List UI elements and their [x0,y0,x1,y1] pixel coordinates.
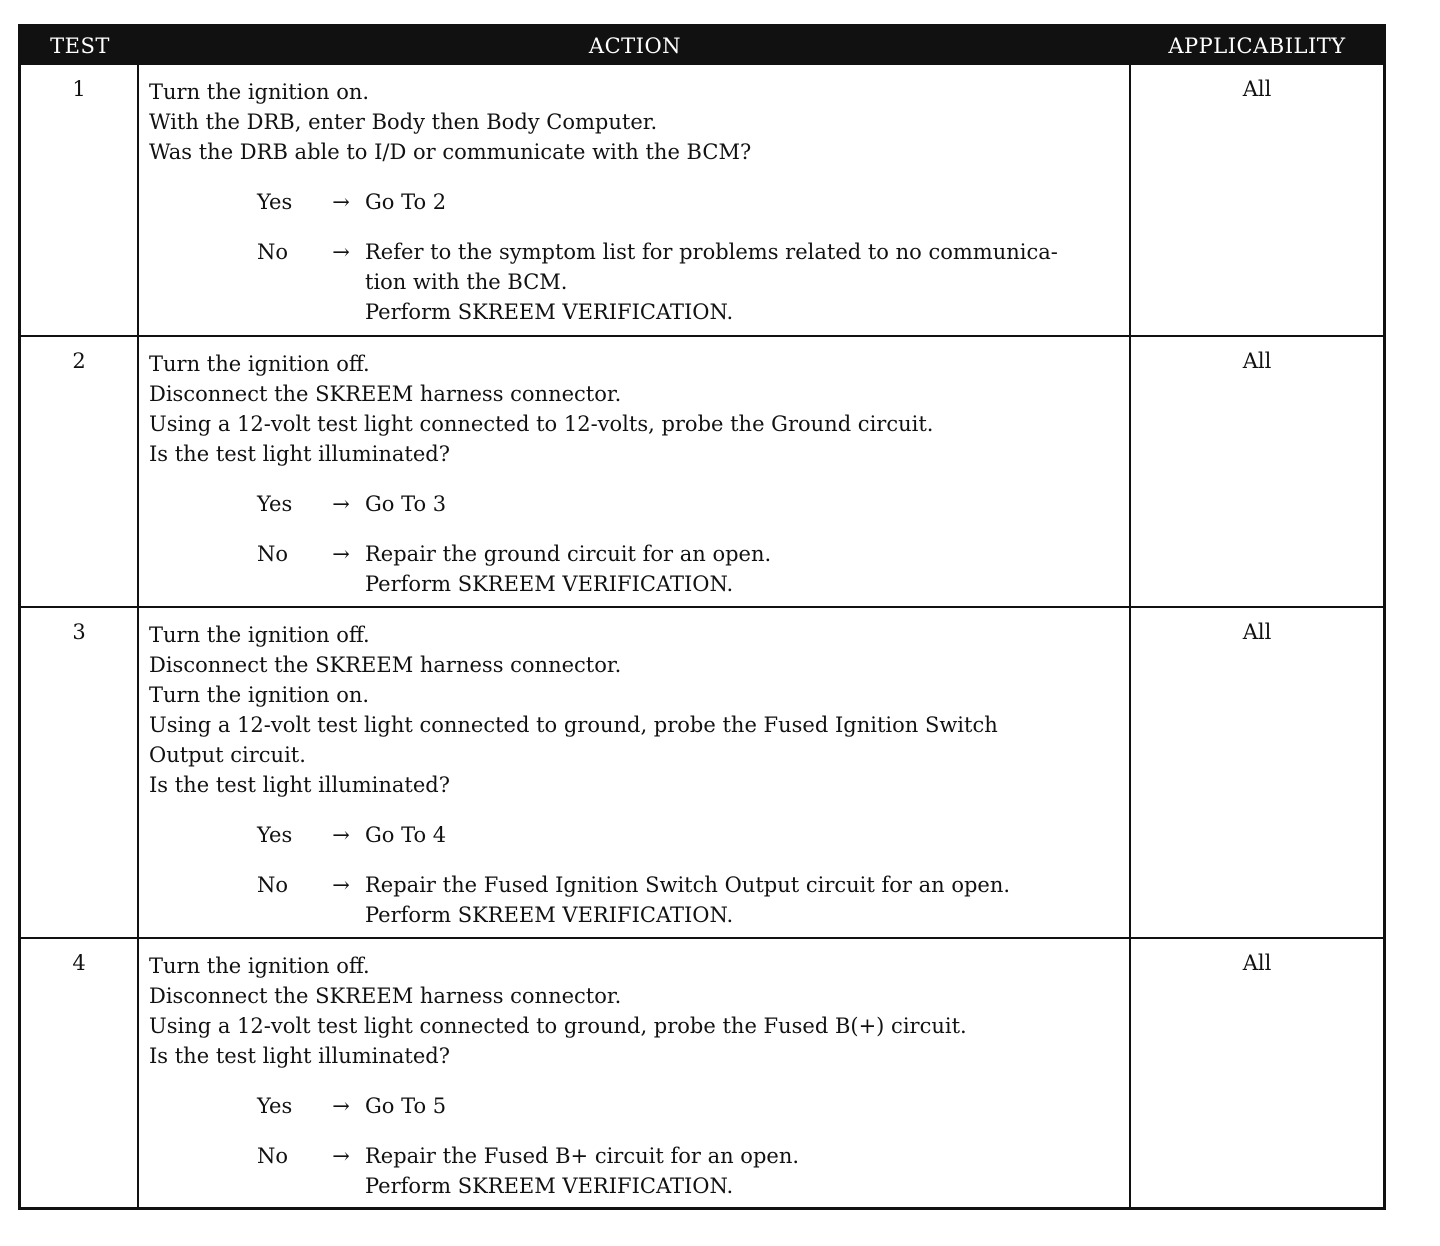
header-test: TEST [50,34,110,58]
action-cell [139,939,1131,1207]
yes-result-line: Go To 2 [365,190,447,214]
yes-result-line: Go To 4 [365,823,447,847]
arrow-right-icon: → [332,823,350,847]
action-step: Using a 12-volt test light connected to ground, probe the Fused B(+) circuit. [149,1014,967,1038]
no-result-line: Repair the Fused Ignition Switch Output circuit for an open. [365,873,1011,897]
yes-result [365,489,1121,519]
yes-branch [257,1091,1121,1121]
action-cell [139,608,1131,937]
no-label: No [257,240,289,264]
action-step: Is the test light illuminated? [149,442,451,466]
arrow-right-icon: → [332,542,350,566]
no-result-line: Perform SKREEM VERIFICATION. [365,300,734,324]
action-step: Disconnect the SKREEM harness connector. [149,653,622,677]
yes-result [365,820,1121,850]
arrow-right-icon: → [332,240,350,264]
no-label: No [257,1144,289,1168]
yes-label: Yes [257,190,293,214]
no-result [365,1141,1121,1201]
applicability-value: All [1242,951,1272,975]
action-step: Disconnect the SKREEM harness connector. [149,382,622,406]
yes-result-line: Go To 3 [365,492,447,516]
action-steps [149,620,1121,800]
action-step: Turn the ignition on. [149,683,370,707]
arrow-right-icon: → [332,190,350,214]
no-branch [257,1141,1121,1201]
no-result [365,237,1121,327]
yes-label: Yes [257,1094,293,1118]
action-steps [149,77,1121,167]
arrow-right-icon: → [332,873,350,897]
header-applicability: APPLICABILITY [1168,34,1346,58]
table-header [21,27,1383,65]
header-action: ACTION [588,34,682,58]
yes-branch [257,820,1121,850]
no-result-line: tion with the BCM. [365,270,568,294]
action-step: With the DRB, enter Body then Body Computer. [149,110,658,134]
no-result-line: Refer to the symptom list for problems related to no communica- [365,240,1058,264]
test-number: 2 [21,337,139,606]
no-branch [257,870,1121,930]
action-step: Output circuit. [149,743,306,767]
applicability-value: All [1242,349,1272,373]
action-step: Using a 12-volt test light connected to ground, probe the Fused Ignition Switch [149,713,998,737]
action-step: Turn the ignition off. [149,352,370,376]
yes-result [365,1091,1121,1121]
action-steps [149,349,1121,469]
table-row [21,65,1383,335]
action-step: Turn the ignition off. [149,954,370,978]
action-step: Using a 12-volt test light connected to 12-volts, probe the Ground circuit. [149,412,934,436]
yes-branch [257,187,1121,217]
arrow-right-icon: → [332,1094,350,1118]
no-result [365,870,1121,930]
no-result-line: Repair the ground circuit for an open. [365,542,772,566]
no-label: No [257,873,289,897]
applicability-value: All [1242,620,1272,644]
arrow-right-icon: → [332,1144,350,1168]
yes-label: Yes [257,823,293,847]
action-step: Is the test light illuminated? [149,1044,451,1068]
table-row [21,335,1383,606]
test-number: 1 [21,65,139,335]
no-branch [257,237,1121,327]
action-step: Was the DRB able to I/D or communicate with the BCM? [149,140,752,164]
test-number: 3 [21,608,139,937]
no-label: No [257,542,289,566]
action-step: Turn the ignition on. [149,80,370,104]
table-row [21,937,1383,1207]
no-branch [257,539,1121,599]
table-row [21,606,1383,937]
yes-branch [257,489,1121,519]
no-result-line: Repair the Fused B+ circuit for an open. [365,1144,800,1168]
arrow-right-icon: → [332,492,350,516]
action-cell [139,337,1131,606]
no-result-line: Perform SKREEM VERIFICATION. [365,1174,734,1198]
table-body [21,65,1383,1207]
no-result [365,539,1121,599]
action-cell [139,65,1131,335]
action-step: Turn the ignition off. [149,623,370,647]
diagnostic-table [18,24,1386,1210]
yes-result-line: Go To 5 [365,1094,447,1118]
no-result-line: Perform SKREEM VERIFICATION. [365,903,734,927]
action-steps [149,951,1121,1071]
action-step: Disconnect the SKREEM harness connector. [149,984,622,1008]
no-result-line: Perform SKREEM VERIFICATION. [365,572,734,596]
test-number: 4 [21,939,139,1207]
yes-label: Yes [257,492,293,516]
action-step: Is the test light illuminated? [149,773,451,797]
yes-result [365,187,1121,217]
applicability-value: All [1242,77,1272,101]
